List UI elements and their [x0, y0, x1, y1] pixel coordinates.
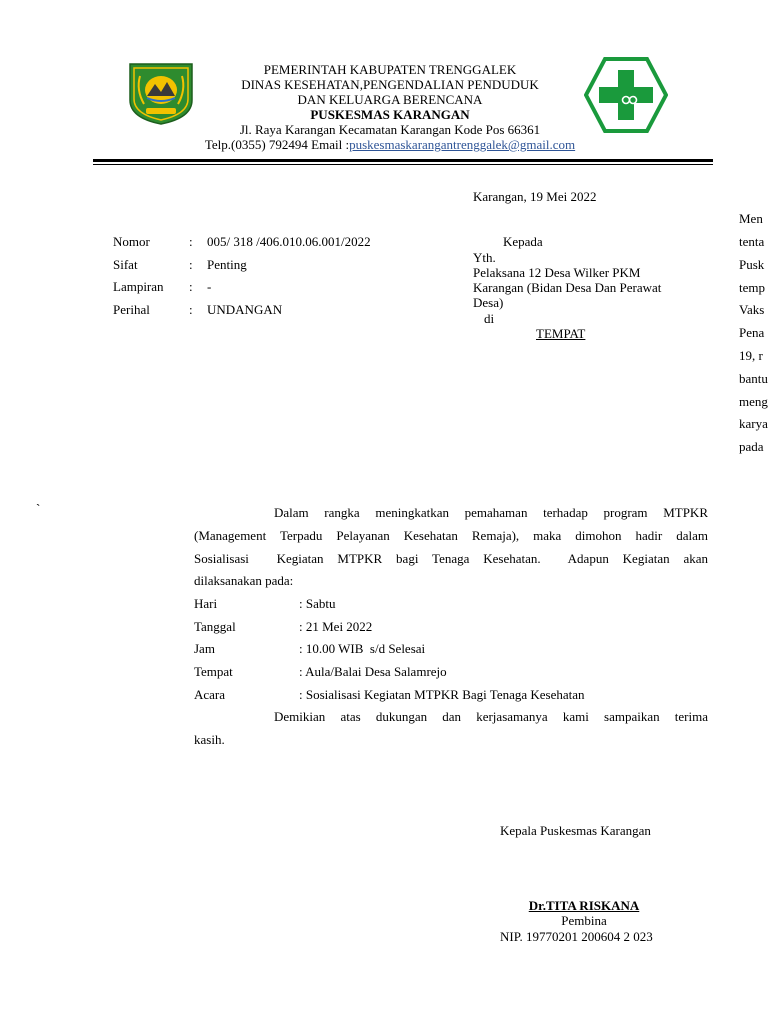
email-link[interactable]: puskesmaskarangantrenggalek@gmail.com — [349, 137, 576, 152]
detail-value-jam: : 10.00 WIB s/d Selesai — [299, 641, 426, 656]
bleed-fragment: meng — [739, 394, 768, 409]
letterhead-institution: PUSKESMAS KARANGAN — [310, 107, 470, 122]
letterhead-contact — [180, 137, 600, 153]
detail-label-tanggal: Tanggal — [194, 619, 236, 634]
addressee-kepada: Kepada — [503, 234, 543, 249]
stray-mark: ` — [36, 501, 41, 516]
detail-label-hari: Hari — [194, 596, 218, 611]
letter-date: Karangan, 19 Mei 2022 — [473, 189, 597, 204]
bleed-fragment: pada — [739, 439, 764, 454]
letterhead-address: Jl. Raya Karangan Kecamatan Karangan Kode Pos 66361 — [239, 122, 541, 137]
bleed-fragment: karya — [739, 416, 768, 431]
addressee-yth: Yth. — [473, 250, 496, 265]
info-colon: : — [189, 257, 193, 272]
addressee-line: Karangan (Bidan Desa Dan Perawat — [473, 280, 662, 295]
letterhead-divider-thin — [93, 164, 713, 165]
signature-name: Dr.TITA RISKANA — [528, 898, 640, 913]
signature-rank: Pembina — [561, 913, 607, 928]
info-value-perihal: UNDANGAN — [207, 302, 283, 317]
info-colon: : — [189, 234, 193, 249]
body-line: dilaksanakan pada: — [194, 573, 294, 588]
info-label-perihal: Perihal — [113, 302, 150, 317]
body-line: (Management Terpadu Pelayanan Kesehatan Remaja), maka dimohon hadir dalam — [194, 528, 708, 543]
letterhead-department-cont: DAN KELUARGA BERENCANA — [297, 92, 483, 107]
detail-value-hari: : Sabtu — [299, 596, 336, 611]
bleed-fragment: Pusk — [739, 257, 765, 272]
closing-line: Demikian atas dukungan dan kerjasamanya kami sampaikan terima — [274, 709, 708, 724]
letterhead-department: DINAS KESEHATAN,PENGENDALIAN PENDUDUK — [241, 77, 539, 92]
info-value-lampiran: - — [207, 279, 212, 294]
info-colon: : — [189, 302, 193, 317]
letterhead-government: PEMERINTAH KABUPATEN TRENGGALEK — [263, 62, 517, 77]
bleed-fragment: Men — [739, 211, 763, 226]
body-line: Dalam rangka meningkatkan pemahaman terhadap program MTPKR — [274, 505, 708, 520]
bleed-fragment: Vaks — [739, 302, 765, 317]
closing-line: kasih. — [194, 732, 225, 747]
signature-title: Kepala Puskesmas Karangan — [500, 823, 651, 838]
info-label-nomor: Nomor — [113, 234, 150, 249]
bleed-fragment: temp — [739, 280, 765, 295]
addressee-line: Desa) — [473, 295, 504, 310]
phone-text: Telp.(0355) 792494 Email : — [204, 137, 350, 152]
info-colon: : — [189, 279, 193, 294]
info-label-lampiran: Lampiran — [113, 279, 164, 294]
info-value-nomor: 005/ 318 /406.010.06.001/2022 — [207, 234, 371, 249]
detail-value-tempat: : Aula/Balai Desa Salamrejo — [299, 664, 447, 679]
bleed-fragment: bantu — [739, 371, 768, 386]
bleed-fragment: 19, r — [739, 348, 763, 363]
bleed-fragment: tenta — [739, 234, 765, 249]
detail-label-tempat: Tempat — [194, 664, 233, 679]
addressee-tempat: TEMPAT — [536, 326, 586, 341]
detail-value-acara: : Sosialisasi Kegiatan MTPKR Bagi Tenaga Kesehatan — [299, 687, 585, 702]
bleed-fragment: Pena — [739, 325, 765, 340]
letterhead-divider-thick — [93, 159, 713, 162]
addressee-line: Pelaksana 12 Desa Wilker PKM — [473, 265, 641, 280]
body-line: Sosialisasi Kegiatan MTPKR bagi Tenaga Kesehatan. Adapun Kegiatan akan — [194, 551, 708, 566]
info-label-sifat: Sifat — [113, 257, 138, 272]
detail-label-jam: Jam — [194, 641, 215, 656]
detail-value-tanggal: : 21 Mei 2022 — [299, 619, 373, 634]
detail-label-acara: Acara — [194, 687, 226, 702]
signature-nip: NIP. 19770201 200604 2 023 — [500, 929, 653, 944]
addressee-di: di — [484, 311, 495, 326]
info-value-sifat: Penting — [207, 257, 247, 272]
